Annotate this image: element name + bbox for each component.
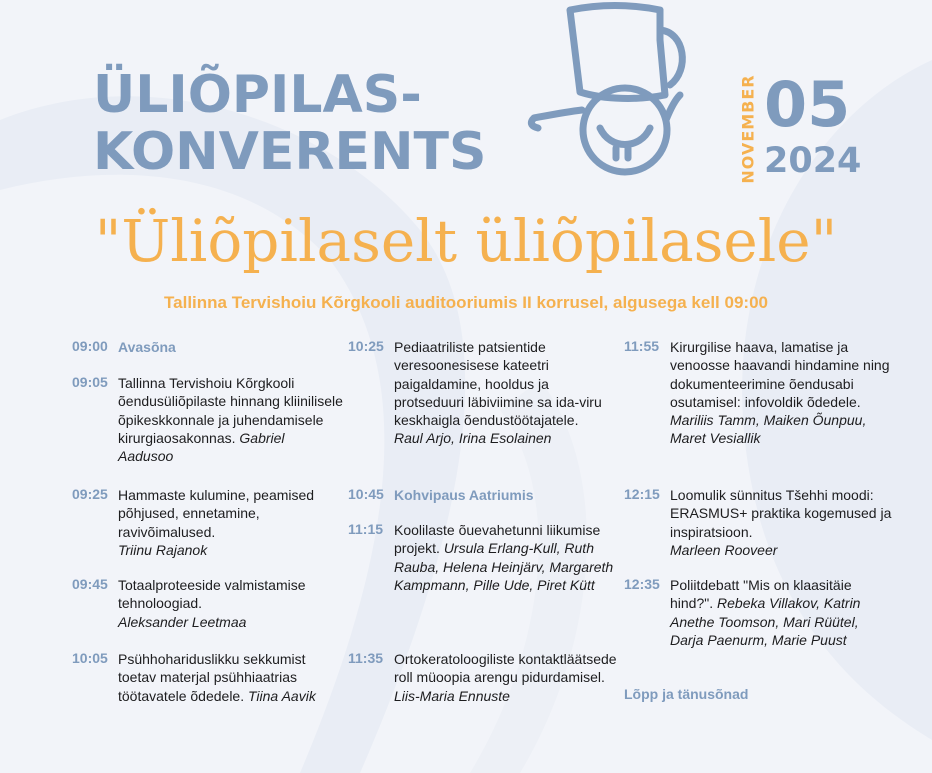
- item-title: Hammaste kulumine, peamised põhjused, ennetamine, ravivõimalused.: [118, 487, 315, 540]
- item-body: [394, 521, 619, 594]
- item-time: 10:25: [348, 338, 384, 354]
- item-title: Psühhohariduslikku sekkumist toetav materjal psühhiaatrias töötavatele õdedele.: [118, 651, 306, 704]
- item-authors: Tiina Aavik: [248, 687, 316, 704]
- venue-line: Tallinna Tervishoiu Kõrgkooli auditooriumis II korrusel, algusega kell 09:00: [164, 293, 768, 312]
- title-line-1: ÜLIÕPILAS-: [93, 65, 422, 125]
- item-time: 09:25: [72, 486, 108, 502]
- item-body: [118, 374, 343, 465]
- item-authors: Liis-Maria Ennuste: [394, 687, 510, 704]
- item-time: 12:35: [624, 576, 660, 592]
- item-time: 09:05: [72, 374, 108, 390]
- day-number: 05: [764, 68, 851, 141]
- conference-subtitle: "Üliõpilaselt üliõpilasele": [94, 207, 838, 275]
- item-authors: Rebeka Villakov, Katrin Anethe Toomson, Mari Rüütel, Darja Paenurm, Marie Puust: [670, 595, 861, 648]
- closing-remarks: Lõpp ja tänusõnad: [624, 686, 749, 702]
- item-authors: Raul Arjo, Irina Esolainen: [394, 430, 552, 447]
- item-time: 11:35: [348, 650, 384, 666]
- item-time: 11:15: [348, 521, 384, 537]
- item-time: 09:00: [72, 338, 108, 354]
- item-time: 10:45: [348, 486, 384, 502]
- item-time: 09:45: [72, 576, 108, 592]
- item-body: [394, 650, 619, 705]
- item-title: Avasõna: [118, 339, 176, 355]
- mug-smiley-icon: [520, 0, 700, 190]
- item-body: [670, 576, 895, 649]
- item-title: Kirurgilise haava, lamatise ja venoosse haavandi hindamine ning dokumenteerimine õendusabi osutamisel: infovoldik õdedele.: [670, 339, 890, 410]
- item-title: Kohvipaus Aatriumis: [394, 487, 534, 503]
- item-body: [118, 576, 343, 631]
- title-line-2: KONVERENTS: [93, 122, 487, 182]
- item-title: Poliitdebatt "Mis on klaasitäie hind?".: [670, 577, 852, 612]
- item-authors: Gabriel Aadusoo: [118, 429, 285, 465]
- item-time: 11:55: [624, 338, 660, 354]
- item-title: Tallinna Tervishoiu Kõrgkooli õendusüliõpilaste hinnang kliinilisele õpikeskkonnale ja juhendamisele kirurgiaosakonnas.: [118, 375, 343, 446]
- item-body: [670, 486, 895, 559]
- item-title: Koolilaste õuevahetunni liikumise projekt.: [394, 522, 601, 557]
- item-authors: Ursula Erlang-Kull, Ruth Rauba, Helena Heinjärv, Margareth Kampmann, Pille Ude, Piret Kütt: [394, 540, 614, 593]
- item-body: [118, 486, 343, 559]
- item-title: Ortokeratoloogiliste kontaktläätsede roll müoopia arengu pidurdamisel.: [394, 651, 617, 686]
- item-authors: Aleksander Leetmaa: [118, 613, 247, 630]
- item-title: Totaalproteeside valmistamise tehnoloogiad.: [118, 577, 306, 612]
- item-authors: Mariliis Tamm, Maiken Õunpuu, Maret Vesiallik: [670, 412, 867, 447]
- item-authors: Marleen Rooveer: [670, 541, 778, 558]
- year-number: 2024: [764, 141, 862, 181]
- item-time: 10:05: [72, 650, 108, 666]
- item-title: Pediaatriliste patsientide veresoonesisese kateetri paigaldamine, hooldus ja protseduuri läbiviimine sa ida-viru keskhaigla õendustöötajatele.: [394, 339, 602, 429]
- item-time: 12:15: [624, 486, 660, 502]
- month-label: [739, 74, 757, 184]
- item-title: Loomulik sünnitus Tšehhi moodi: ERASMUS+ praktika kogemused ja inspiratsioon.: [670, 487, 892, 540]
- item-body: [670, 338, 895, 448]
- month-text: NOVEMBER: [738, 74, 758, 184]
- item-body: [394, 338, 619, 448]
- item-authors: Triinu Rajanok: [118, 541, 208, 558]
- item-body: [118, 650, 343, 705]
- conference-title: [93, 67, 486, 181]
